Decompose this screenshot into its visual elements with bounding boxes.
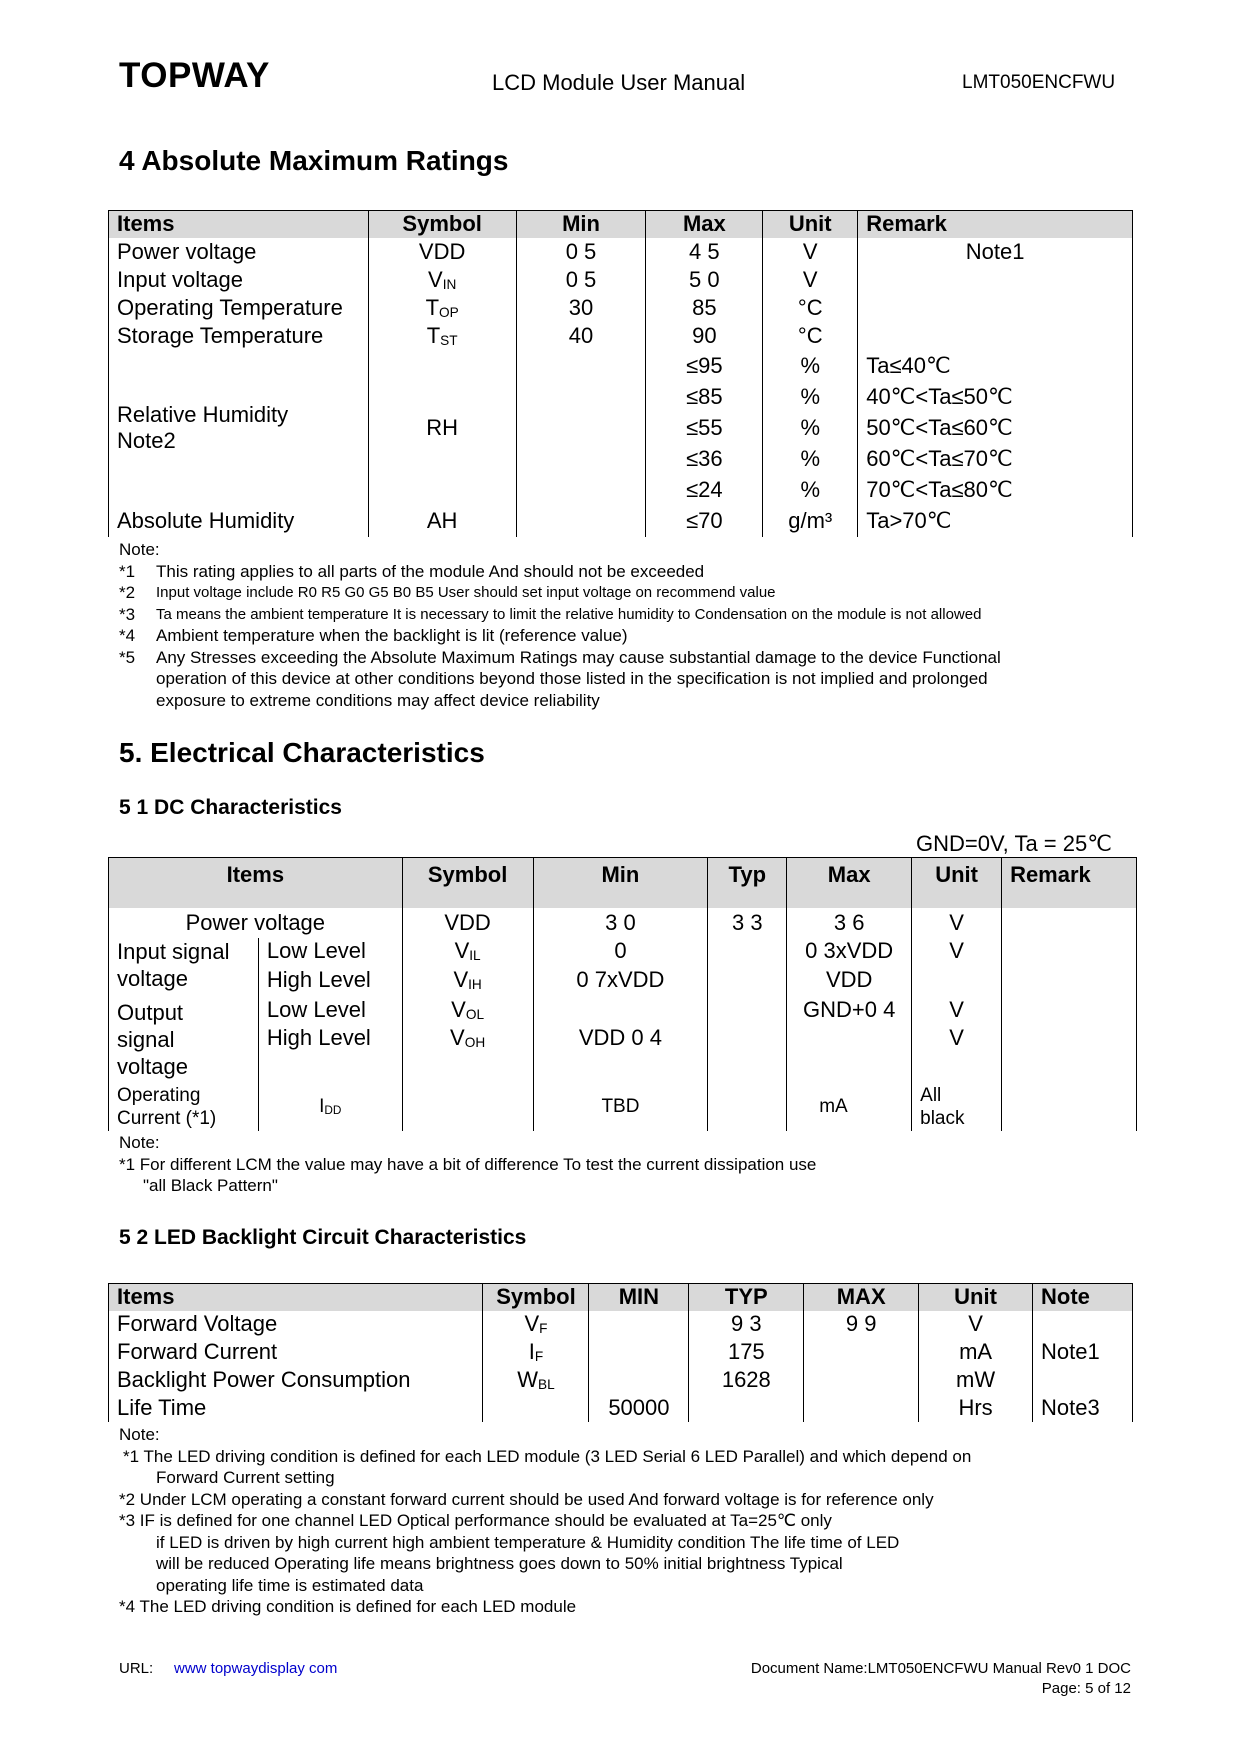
subsection-5-1-heading: 5 1 DC Characteristics bbox=[119, 796, 342, 819]
max-cell: ≤24 bbox=[646, 475, 763, 506]
col-header-min: Min bbox=[533, 858, 708, 908]
item-cell: Backlight Power Consumption bbox=[109, 1366, 483, 1394]
note-continuation: exposure to extreme conditions may affect device reliability bbox=[156, 690, 600, 710]
remark-cell bbox=[1002, 938, 1137, 965]
unit-cell: mA bbox=[919, 1338, 1033, 1366]
col-header-max: Max bbox=[787, 858, 912, 908]
table-row bbox=[109, 995, 1137, 1025]
max-cell bbox=[804, 1338, 919, 1366]
min-cell: 0 5 bbox=[516, 266, 646, 294]
col-header-typ: Typ bbox=[708, 858, 787, 908]
item-cell: Life Time bbox=[109, 1394, 483, 1422]
max-cell: 4 5 bbox=[646, 238, 763, 266]
note-continuation: "all Black Pattern" bbox=[143, 1176, 278, 1195]
note-item: *1 The LED driving condition is defined for each LED module (3 LED Serial 6 LED Parallel) and which depend on bbox=[123, 1446, 972, 1466]
note-cell bbox=[1033, 1311, 1133, 1338]
typ-cell bbox=[708, 938, 787, 965]
min-cell bbox=[516, 506, 646, 537]
typ-cell bbox=[708, 1083, 787, 1131]
col-header-remark: Remark bbox=[858, 211, 1133, 238]
table-row bbox=[109, 1394, 1133, 1422]
note-item: *1 For different LCM the value may have a bit of difference To test the current dissipation use bbox=[119, 1154, 817, 1174]
typ-cell: 175 bbox=[689, 1338, 804, 1366]
max-cell: VDD bbox=[787, 965, 912, 995]
section-4-notes bbox=[119, 539, 1129, 711]
website-link[interactable]: www topwaydisplay com bbox=[174, 1660, 338, 1677]
note-continuation: operating life time is estimated data bbox=[156, 1575, 424, 1595]
col-header-unit: Unit bbox=[763, 211, 858, 238]
empty-cell: mA bbox=[787, 1083, 912, 1131]
max-cell: 5 0 bbox=[646, 266, 763, 294]
note-cell: Note3 bbox=[1033, 1394, 1133, 1422]
symbol-cell: $T_{OP}$ bbox=[368, 294, 516, 322]
min-cell: 0 7xVDD bbox=[533, 965, 708, 995]
unit-cell: V bbox=[912, 995, 1002, 1025]
min-cell: 50000 bbox=[589, 1394, 689, 1422]
unit-cell: V bbox=[763, 238, 858, 266]
col-header-items: Items bbox=[109, 858, 403, 908]
note-item: *2 Input voltage include R0 R5 G0 G5 B0 B5 User should set input voltage on recommend value bbox=[119, 583, 776, 602]
unit-cell: V bbox=[919, 1311, 1033, 1338]
section-4-heading: 4 Absolute Maximum Ratings bbox=[119, 145, 509, 176]
symbol-cell: $V_{IH}$ bbox=[402, 965, 533, 995]
table-row bbox=[109, 294, 1133, 322]
table-row bbox=[109, 908, 1137, 938]
note-item: *4 Ambient temperature when the backlight is lit (reference value) bbox=[119, 626, 628, 645]
max-cell: 85 bbox=[646, 294, 763, 322]
typ-cell: 3 3 bbox=[708, 908, 787, 938]
table-row bbox=[109, 351, 1133, 382]
section-5-2-notes bbox=[119, 1424, 1129, 1618]
symbol-cell: $I_F$ bbox=[483, 1338, 589, 1366]
unit-cell: % bbox=[763, 382, 858, 413]
note-item: *5 Any Stresses exceeding the Absolute Maximum Ratings may cause substantial damage to the device Functional bbox=[119, 647, 1001, 667]
relative-humidity-label: Relative Humidity Note2 bbox=[109, 351, 369, 506]
max-cell bbox=[804, 1394, 919, 1422]
min-cell: 3 0 bbox=[533, 908, 708, 938]
note-item: *2 Under LCM operating a constant forward current should be used And forward voltage is for reference only bbox=[119, 1489, 934, 1509]
unit-cell: % bbox=[763, 413, 858, 444]
col-header-unit: Unit bbox=[912, 858, 1002, 908]
remark-cell bbox=[858, 294, 1133, 322]
document-title: LCD Module User Manual bbox=[492, 70, 746, 95]
max-cell: ≤70 bbox=[646, 506, 763, 537]
remark-cell bbox=[858, 266, 1133, 294]
table-row bbox=[109, 938, 1137, 965]
level-cell: High Level bbox=[258, 1025, 402, 1083]
symbol-cell: $V_{IL}$ bbox=[402, 938, 533, 965]
col-header-remark: Remark bbox=[1002, 858, 1137, 908]
max-cell: 9 9 bbox=[804, 1311, 919, 1338]
min-cell bbox=[533, 995, 708, 1025]
notes-title: Note: bbox=[119, 1133, 160, 1152]
table-row bbox=[109, 965, 1137, 995]
min-cell: 30 bbox=[516, 294, 646, 322]
model-number: LMT050ENCFWU bbox=[962, 72, 1116, 93]
table-row bbox=[109, 1083, 1137, 1131]
section-5-1-notes bbox=[119, 1132, 1129, 1197]
remark-cell: All black bbox=[912, 1083, 1002, 1131]
col-header-typ: TYP bbox=[689, 1284, 804, 1311]
max-cell bbox=[787, 1025, 912, 1083]
remark-cell: 40℃<Ta≤50℃ bbox=[858, 382, 1133, 413]
max-cell: ≤85 bbox=[646, 382, 763, 413]
note-item: *3 IF is defined for one channel LED Optical performance should be evaluated at Ta=25℃ only bbox=[119, 1511, 832, 1530]
dc-characteristics-table bbox=[108, 857, 1137, 1131]
note-continuation: if LED is driven by high current high ambient temperature & Humidity condition The life time of LED bbox=[156, 1532, 900, 1552]
remark-cell bbox=[1002, 908, 1137, 938]
unit-cell: °C bbox=[763, 294, 858, 322]
table-row bbox=[109, 322, 1133, 351]
col-header-symbol: Symbol bbox=[368, 211, 516, 238]
typ-cell bbox=[708, 1025, 787, 1083]
col-header-max: Max bbox=[646, 211, 763, 238]
symbol-cell: $T_{ST}$ bbox=[368, 322, 516, 351]
table-row bbox=[109, 1311, 1133, 1338]
col-header-symbol: Symbol bbox=[483, 1284, 589, 1311]
typ-cell: 9 3 bbox=[689, 1311, 804, 1338]
note-item: *1 This rating applies to all parts of the module And should not be exceeded bbox=[119, 561, 705, 581]
remark-cell bbox=[1002, 1025, 1137, 1083]
min-cell bbox=[589, 1338, 689, 1366]
rh-min-empty bbox=[516, 351, 646, 506]
item-cell: Forward Current bbox=[109, 1338, 483, 1366]
note-item: *4 The LED driving condition is defined for each LED module bbox=[119, 1597, 577, 1616]
note-cell bbox=[1033, 1366, 1133, 1394]
min-cell: 0 bbox=[533, 938, 708, 965]
unit-cell: °C bbox=[763, 322, 858, 351]
item-cell: Storage Temperature bbox=[109, 322, 369, 351]
level-cell: High Level bbox=[258, 965, 402, 995]
item-cell: Forward Voltage bbox=[109, 1311, 483, 1338]
max-cell: 90 bbox=[646, 322, 763, 351]
table-row bbox=[109, 1338, 1133, 1366]
notes-title: Note: bbox=[119, 540, 160, 559]
symbol-cell: $W_{BL}$ bbox=[483, 1366, 589, 1394]
symbol-cell: VDD bbox=[368, 238, 516, 266]
symbol-cell: $V_{IN}$ bbox=[368, 266, 516, 294]
note-continuation: operation of this device at other conditions beyond those listed in the specification is not implied and prolonged bbox=[156, 669, 988, 688]
table-row bbox=[109, 238, 1133, 266]
max-cell: 3 6 bbox=[787, 908, 912, 938]
min-cell: TBD bbox=[533, 1083, 708, 1131]
remark-cell: Ta≤40℃ bbox=[858, 351, 1133, 382]
level-cell: Low Level bbox=[258, 995, 402, 1025]
typ-cell bbox=[708, 965, 787, 995]
input-signal-label: Input signal voltage bbox=[109, 938, 259, 995]
item-cell: Power voltage bbox=[109, 238, 369, 266]
item-cell: Operating Temperature bbox=[109, 294, 369, 322]
unit-cell bbox=[912, 965, 1002, 995]
unit-cell: % bbox=[763, 475, 858, 506]
unit-cell: % bbox=[763, 444, 858, 475]
page-number: Page: 5 of 12 bbox=[1041, 1680, 1131, 1697]
note-item: *3 Ta means the ambient temperature It is necessary to limit the relative humidity to Condensation on the module is not allowed bbox=[119, 604, 982, 624]
notes-title: Note: bbox=[119, 1425, 160, 1444]
min-cell bbox=[589, 1311, 689, 1338]
remark-cell: 50℃<Ta≤60℃ bbox=[858, 413, 1133, 444]
col-header-max: MAX bbox=[804, 1284, 919, 1311]
typ-cell bbox=[708, 995, 787, 1025]
max-cell: ≤55 bbox=[646, 413, 763, 444]
symbol-cell: $V_{OH}$ bbox=[402, 1025, 533, 1083]
note-cell: Note1 bbox=[1033, 1338, 1133, 1366]
item-cell: Power voltage bbox=[109, 908, 403, 938]
remark-cell bbox=[858, 322, 1133, 351]
max-cell: GND+0 4 bbox=[787, 995, 912, 1025]
symbol-cell: AH bbox=[368, 506, 516, 537]
level-cell: Low Level bbox=[258, 938, 402, 965]
unit-cell: mW bbox=[919, 1366, 1033, 1394]
table-row bbox=[109, 1366, 1133, 1394]
remark-cell: Ta>70℃ bbox=[858, 506, 1133, 537]
col-header-unit: Unit bbox=[919, 1284, 1033, 1311]
rh-symbol: RH bbox=[368, 351, 516, 506]
empty-cell bbox=[402, 1083, 533, 1131]
typ-cell bbox=[689, 1394, 804, 1422]
unit-cell: Hrs bbox=[919, 1394, 1033, 1422]
item-cell: Operating Current (*1) bbox=[109, 1083, 259, 1131]
remark-cell: Note1 bbox=[858, 238, 1133, 266]
symbol-cell: VDD bbox=[402, 908, 533, 938]
document-name: Document Name:LMT050ENCFWU Manual Rev0 1 DOC bbox=[750, 1660, 1131, 1677]
symbol-cell bbox=[483, 1394, 589, 1422]
table-row bbox=[109, 1025, 1137, 1083]
company-logo: TOPWAY bbox=[119, 56, 270, 95]
remark-cell bbox=[1002, 1083, 1137, 1131]
max-cell: ≤36 bbox=[646, 444, 763, 475]
unit-cell: % bbox=[763, 351, 858, 382]
max-cell: 0 3xVDD bbox=[787, 938, 912, 965]
typ-cell: 1628 bbox=[689, 1366, 804, 1394]
item-cell: Absolute Humidity bbox=[109, 506, 369, 537]
table-row bbox=[109, 506, 1133, 537]
col-header-min: MIN bbox=[589, 1284, 689, 1311]
col-header-note: Note bbox=[1033, 1284, 1133, 1311]
absolute-max-ratings-table bbox=[108, 210, 1133, 537]
col-header-items: Items bbox=[109, 1284, 483, 1311]
symbol-cell: $V_F$ bbox=[483, 1311, 589, 1338]
remark-cell: 60℃<Ta≤70℃ bbox=[858, 444, 1133, 475]
led-backlight-table bbox=[108, 1283, 1133, 1422]
unit-cell: V bbox=[912, 938, 1002, 965]
section-5-heading: 5. Electrical Characteristics bbox=[119, 737, 485, 768]
table-header-row bbox=[109, 1284, 1133, 1311]
table-header-row bbox=[109, 211, 1133, 238]
symbol-cell: $I_{DD}$ bbox=[258, 1083, 402, 1131]
url-label: URL: bbox=[119, 1660, 154, 1677]
note-continuation: Forward Current setting bbox=[156, 1468, 335, 1487]
unit-cell: V bbox=[912, 908, 1002, 938]
min-cell: VDD 0 4 bbox=[533, 1025, 708, 1083]
test-condition: GND=0V, Ta = 25℃ bbox=[916, 831, 1112, 856]
remark-cell bbox=[1002, 965, 1137, 995]
item-cell: Input voltage bbox=[109, 266, 369, 294]
remark-cell: 70℃<Ta≤80℃ bbox=[858, 475, 1133, 506]
col-header-symbol: Symbol bbox=[402, 858, 533, 908]
note-continuation: will be reduced Operating life means brightness goes down to 50% initial brightness Typical bbox=[156, 1554, 843, 1573]
max-cell: ≤95 bbox=[646, 351, 763, 382]
output-signal-label: Output signal voltage bbox=[109, 995, 259, 1083]
max-cell bbox=[804, 1366, 919, 1394]
table-row bbox=[109, 266, 1133, 294]
unit-cell: V bbox=[763, 266, 858, 294]
symbol-cell: $V_{OL}$ bbox=[402, 995, 533, 1025]
min-cell bbox=[589, 1366, 689, 1394]
col-header-items: Items bbox=[109, 211, 369, 238]
unit-cell: g/m³ bbox=[763, 506, 858, 537]
table-header-row bbox=[109, 858, 1137, 908]
unit-cell: V bbox=[912, 1025, 1002, 1083]
min-cell: 40 bbox=[516, 322, 646, 351]
subsection-5-2-heading: 5 2 LED Backlight Circuit Characteristics bbox=[119, 1226, 527, 1249]
remark-cell bbox=[1002, 995, 1137, 1025]
min-cell: 0 5 bbox=[516, 238, 646, 266]
col-header-min: Min bbox=[516, 211, 646, 238]
